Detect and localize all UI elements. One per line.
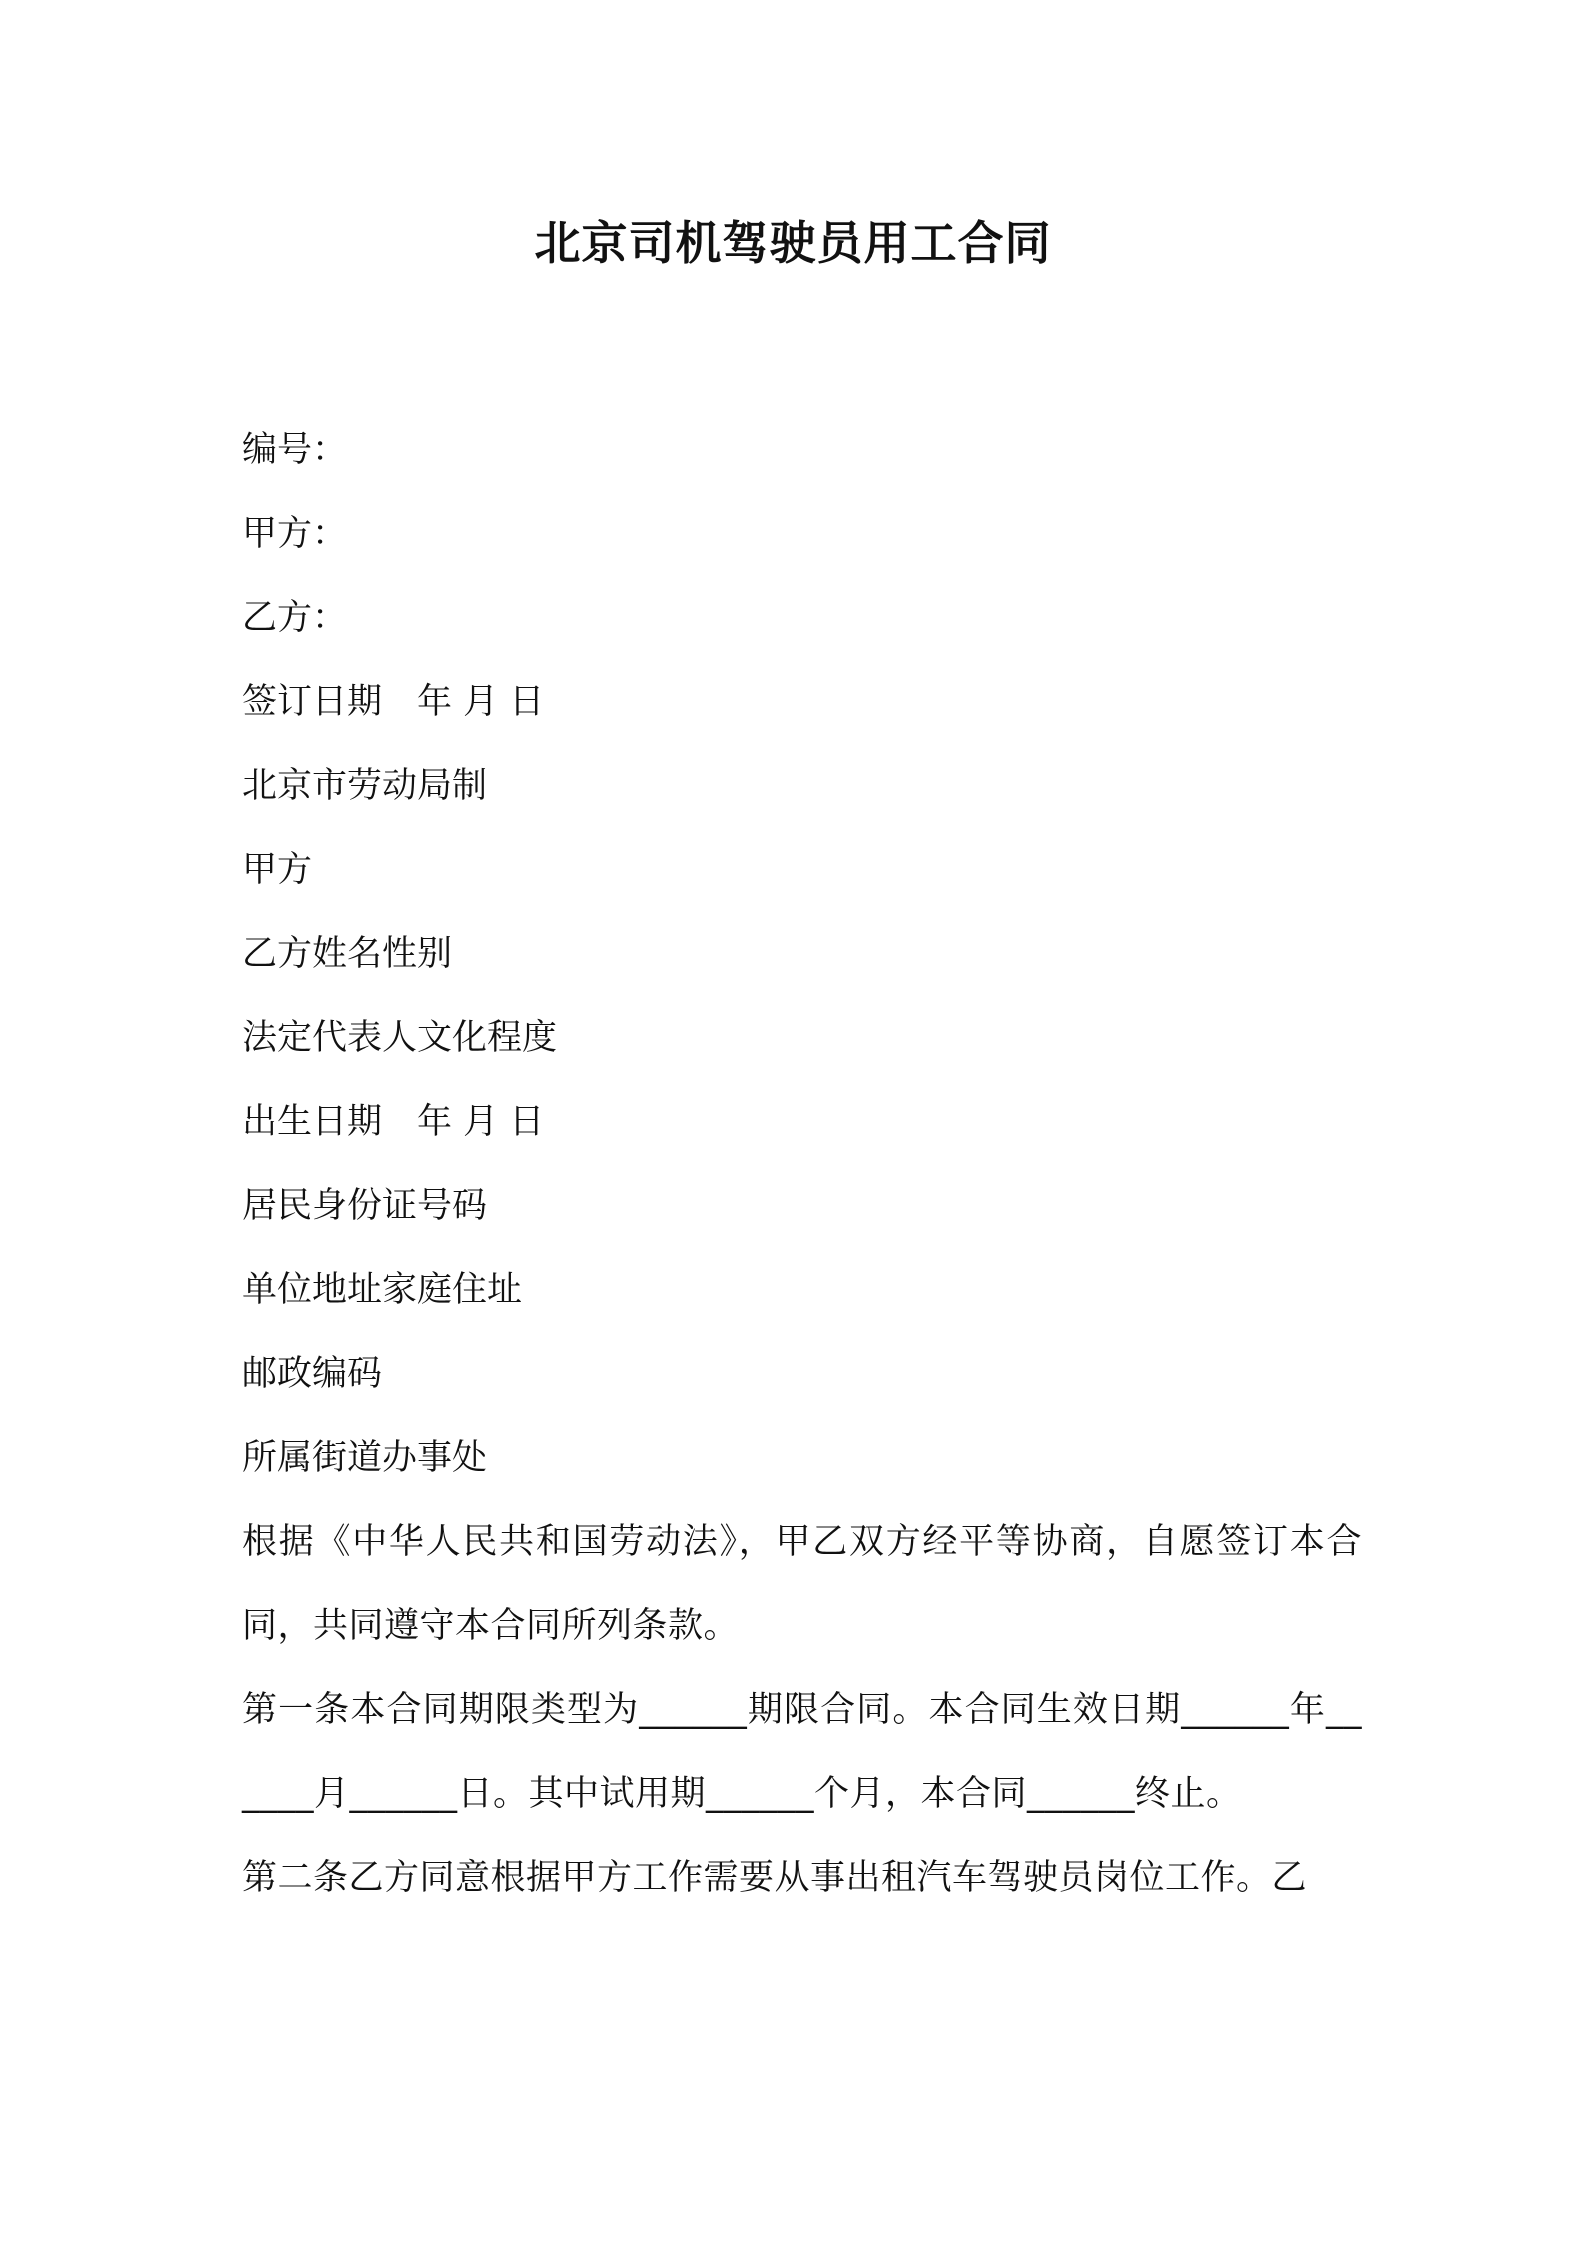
field-id-number: 居民身份证号码 (242, 1186, 488, 1226)
field-signing-date: 签订日期 年 月 日 (242, 682, 545, 722)
field-address: 单位地址家庭住址 (242, 1270, 523, 1310)
field-street-office: 所属街道办事处 (242, 1438, 488, 1478)
field-postal-code: 邮政编码 (242, 1354, 383, 1394)
field-party-b-name-gender: 乙方姓名性别 (242, 934, 453, 974)
field-issuer: 北京市劳动局制 (242, 766, 488, 806)
document-body (242, 408, 1362, 1920)
field-birth-date: 出生日期 年 月 日 (242, 1102, 545, 1142)
field-party-b: 乙方： (242, 598, 348, 638)
paragraph-article-1: 第一条本合同期限类型为______期限合同。本合同生效日期______年______月______日。其中试用期______个月，本合同______终止。 (242, 1690, 1362, 1814)
field-legal-rep-education: 法定代表人文化程度 (242, 1018, 558, 1058)
paragraph-intro: 根据《中华人民共和国劳动法》，甲乙双方经平等协商，自愿签订本合同，共同遵守本合同所列条款。 (242, 1522, 1362, 1646)
field-party-a: 甲方： (242, 514, 348, 554)
field-number: 编号： (242, 430, 348, 470)
document-title: 北京司机驾驶员用工合同 (534, 216, 1052, 270)
field-party-a-label: 甲方 (242, 850, 313, 890)
paragraph-article-2: 第二条乙方同意根据甲方工作需要从事出租汽车驾驶员岗位工作。乙 (242, 1858, 1308, 1898)
